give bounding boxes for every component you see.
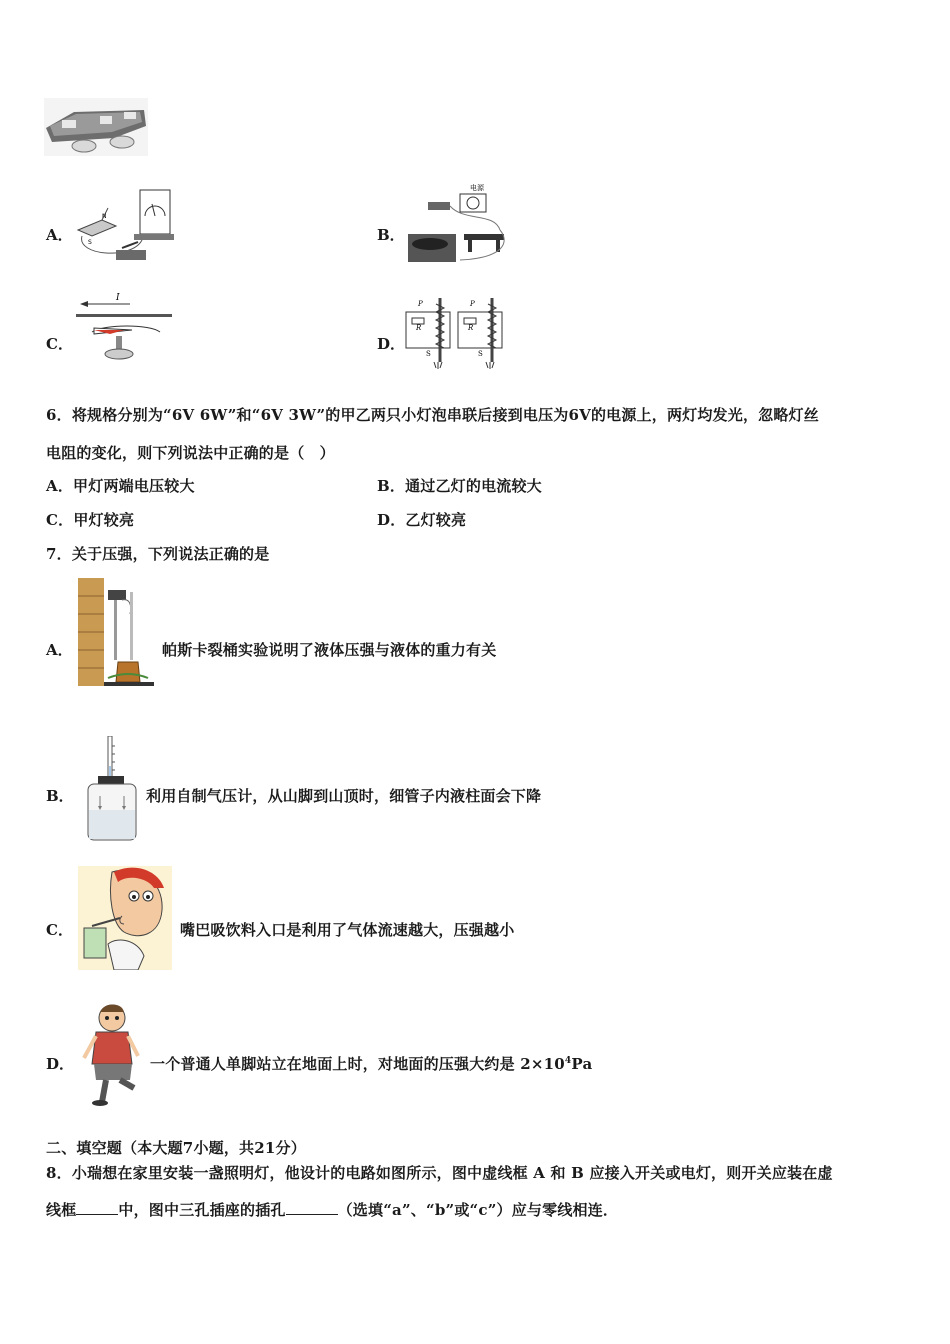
d-rp-text: R	[416, 324, 422, 332]
q6-option-a: A．甲灯两端电压较大	[46, 477, 195, 495]
q7-option-b-text: 利用自制气压计，从山脚到山顶时，细管子内液柱面会下降	[146, 787, 542, 805]
q7-option-c-text: 嘴巴吸饮料入口是利用了气体流速越大，压强越小	[180, 921, 515, 939]
q6-stem-line2: 电阻的变化，则下列说法中正确的是（ ）	[46, 444, 335, 462]
q7-figure-a-pascal-barrel	[78, 578, 154, 690]
q7-option-a-label: A．	[46, 641, 73, 659]
q7-stem: 7．关于压强，下列说法正确的是	[46, 545, 270, 563]
q5-figure-a-galvanometer	[72, 186, 174, 266]
q5-figure-d-electromagnet	[404, 292, 508, 372]
q8-line2-part3: （选填“a”、“b”或“c”）应与零线相连．	[337, 1201, 619, 1219]
q7-figure-d-standing-person	[82, 1002, 144, 1106]
d-p-text: P	[418, 300, 423, 308]
q7-option-c-label: C．	[46, 921, 73, 939]
q5-figure-b-motor	[404, 182, 510, 268]
q5-option-a-label: A．	[46, 226, 73, 244]
q6-stem-line1: 6．将规格分别为“6V 6W”和“6V 3W”的甲乙两只小灯泡串联后接到电压为6V的电源上，两灯均发光，忽略灯丝	[46, 406, 819, 424]
d-s2-text: S	[478, 350, 483, 358]
q8-line2-part1: 线框	[46, 1201, 77, 1219]
q5-figure-c-compass	[74, 290, 174, 370]
b-power-text: 电源	[470, 184, 484, 192]
q5-photo-strip	[44, 98, 148, 156]
d-p2-text: P	[470, 300, 475, 308]
q8-line2-part2: 中，图中三孔插座的插孔	[118, 1201, 286, 1219]
q6-option-c: C．甲灯较亮	[46, 511, 135, 529]
d-s-text: S	[426, 350, 431, 358]
q7-option-d-unit: Pa	[571, 1055, 593, 1073]
q7-option-d-label: D．	[46, 1055, 75, 1073]
c-current-text: I	[116, 293, 120, 303]
q7-option-d-text-pre: 一个普通人单脚站立在地面上时，对地面的压强大约是 2×10	[150, 1055, 565, 1073]
q6-option-d: D．乙灯较亮	[377, 511, 467, 529]
d-rp2-text: R	[468, 324, 474, 332]
svg-text:N: N	[102, 213, 107, 220]
q6-option-b: B．通过乙灯的电流较大	[377, 477, 542, 495]
q7-option-d-exponent: 4	[564, 1056, 572, 1066]
q8-stem-line1: 8．小瑞想在家里安装一盏照明灯，他设计的电路如图所示，图中虚线框 A 和 B 应接入开关或电灯，则开关应装在虚	[46, 1164, 833, 1182]
q8-blank-1[interactable]	[76, 1200, 118, 1215]
q7-option-d-text	[150, 1053, 592, 1074]
q5-option-b-label: B．	[377, 226, 405, 244]
section2-heading: 二、填空题（本大题7小题，共21分）	[46, 1139, 306, 1157]
q7-figure-c-drinking-straw	[78, 866, 172, 970]
q8-stem-line2	[46, 1199, 618, 1220]
q5-option-d-label: D．	[377, 335, 406, 353]
q7-option-b-label: B．	[46, 787, 74, 805]
svg-text:S: S	[88, 239, 92, 246]
q7-figure-b-barometer	[82, 736, 142, 844]
q8-blank-2[interactable]	[286, 1200, 338, 1215]
q5-option-c-label: C．	[46, 335, 73, 353]
q7-option-a-text: 帕斯卡裂桶实验说明了液体压强与液体的重力有关	[162, 641, 497, 659]
